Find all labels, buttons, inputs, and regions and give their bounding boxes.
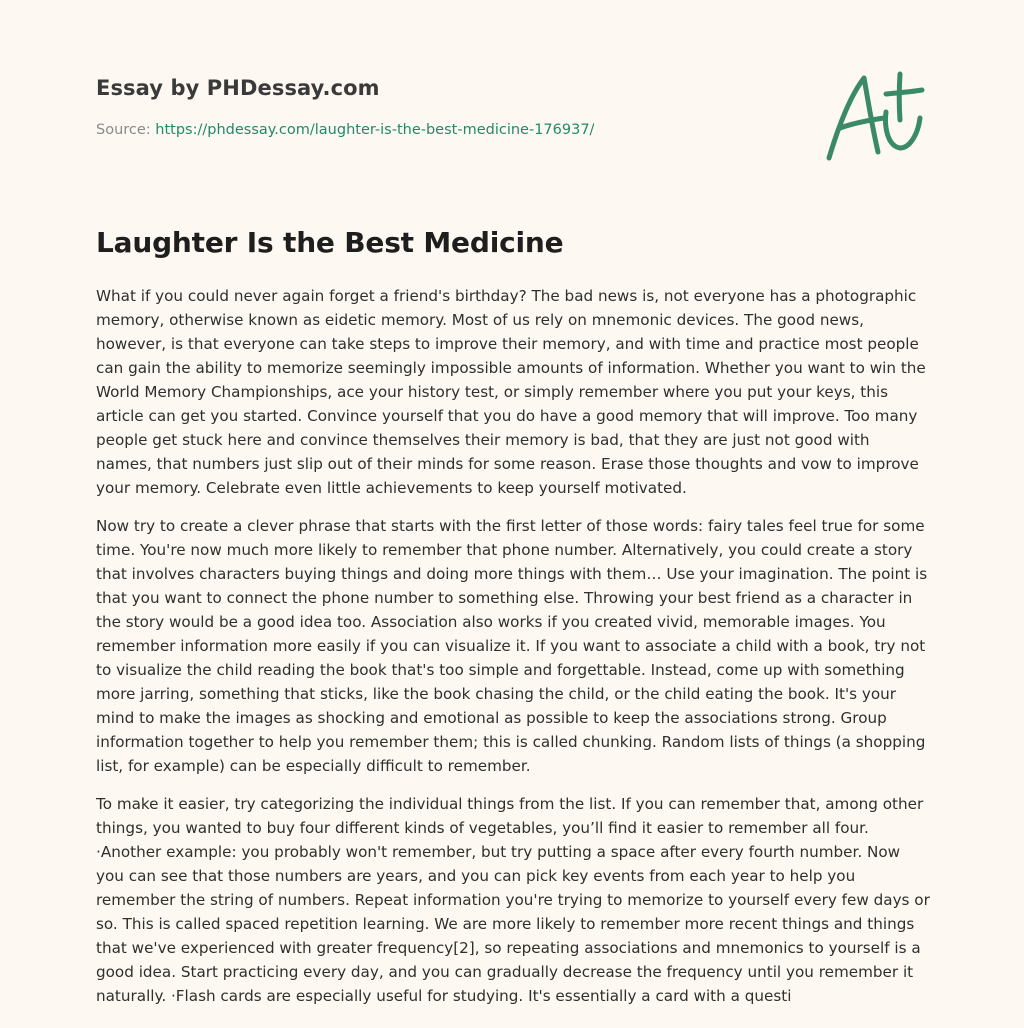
a-plus-logo-icon: [824, 68, 930, 164]
essay-paragraph: Now try to create a clever phrase that starts with the first letter of those words: fairy tales feel true for some time. You're now much more likely to remember that phone number. Alternatively, you could create a story that involves characters buying things and doing more things with them… Use your imagination. The point is that you want to connect the phone number to something else. Throwing your best friend as a character in the story would be a good idea too. Association also works if you created vivid, memorable images. You remember information more easily if you can visualize it. If you want to associate a child with a book, try not to visualize the child reading the book that's too simple and forgettable. Instead, come up with something more jarring, something that sticks, like the book chasing the child, or the child eating the book. It's your mind to make the images as shocking and emotional as possible to keep the associations strong. Group information together to help you remember them; this is called chunking. Random lists of things (a shopping list, for example) can be especially difficult to remember.: [96, 517, 928, 775]
source-link[interactable]: https://phdessay.com/laughter-is-the-best-medicine-176937/: [155, 122, 595, 138]
essay-paragraph: To make it easier, try categorizing the individual things from the list. If you can remember that, among other things, you wanted to buy four different kinds of vegetables, you’ll find it easier to remember all four. ·Another example: you probably won't remember, but try putting a space after every fourth number. Now you can see that those numbers are years, and you can pick key events from each year to help you remember the string of numbers. Repeat information you're trying to memorize to yourself every few days or so. This is called spaced repetition learning. We are more likely to remember more recent things and things that we've experienced with greater frequency[2], so repeating associations and mnemonics to yourself is a good idea. Start practicing every day, and you can gradually decrease the frequency until you remember it naturally. ·Flash cards are especially useful for studying. It's essentially a card with a questi: [96, 795, 930, 1005]
source-label: Source:: [96, 122, 156, 138]
essay-title: Laughter Is the Best Medicine: [96, 226, 564, 259]
essay-body: [96, 284, 930, 1022]
page-header: [96, 76, 796, 138]
essay-paragraph: What if you could never again forget a friend's birthday? The bad news is, not everyone has a photographic memory, otherwise known as eidetic memory. Most of us rely on mnemonic devices. The good news, however, is that everyone can take steps to improve their memory, and with time and practice most people can gain the ability to memorize seemingly impossible amounts of information. Whether you want to win the World Memory Championships, ace your history test, or simply remember where you put your keys, this article can get you started. Convince yourself that you do have a good memory that will improve. Too many people get stuck here and convince themselves their memory is bad, that they are just not good with names, that numbers just slip out of their minds for some reason. Erase those thoughts and vow to improve your memory. Celebrate even little achievements to keep yourself motivated.: [96, 287, 926, 497]
site-brand: Essay by PHDessay.com: [96, 76, 380, 100]
source-line: [96, 122, 796, 138]
